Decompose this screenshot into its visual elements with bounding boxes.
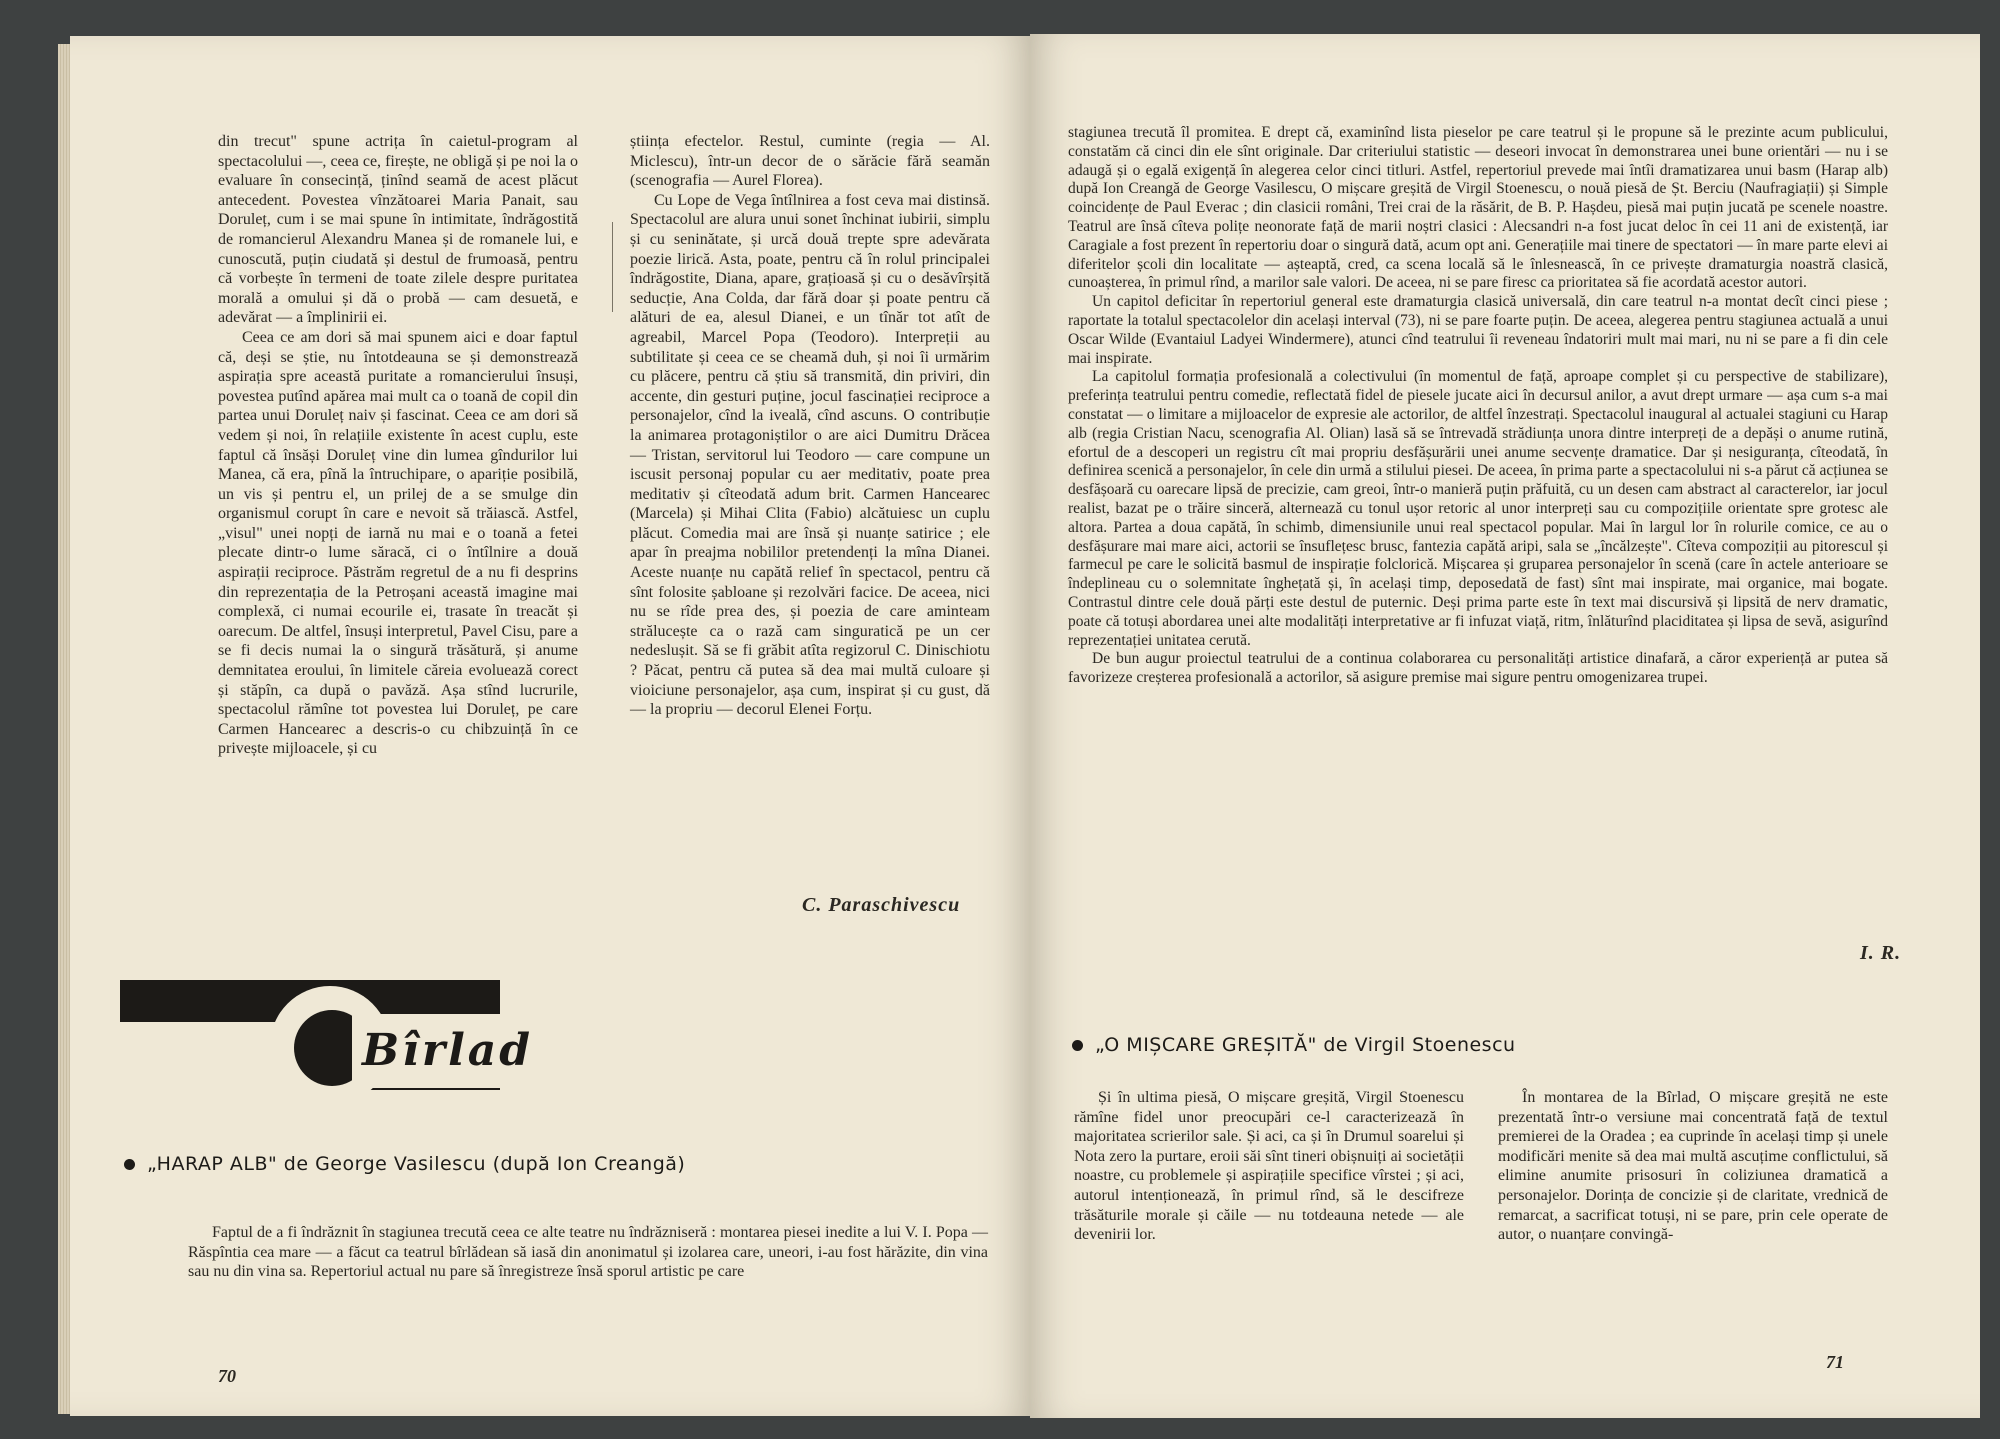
paragraph: Și în ultima piesă, O mișcare greșită, Virgil Stoenescu rămîne fidel unor preocupări ce-l caracterizează în majoritatea scrierilor sale. Și aci, ca și în Drumul soarelui și Nota zero la purtare, eroii săi sînt tineri obișnuiți ai societății noastre, cu problemele și aspirațiile specifice vîrstei ; și aci, autorul intenționează, în primul rînd, să le descifreze trăsăturile morale și căile — nu totdeauna netede — ale devenirii lor. — [1074, 1089, 1464, 1244]
section-heading-text: „HARAP ALB" de George Vasilescu (după Ion Creangă) — [147, 1153, 686, 1175]
page-number: 70 — [218, 1366, 236, 1386]
city-banner — [120, 980, 534, 1090]
left-column-1 — [218, 132, 578, 759]
paragraph: din trecut" spune actrița în caietul-program al spectacolului —, ceea ce, firește, ne obligă și pe noi la o evaluare în consecință, ținînd seamă de acest plăcut antecedent. Povestea vînzătoarei Maria Panait, sau Doruleț, cum i se mai spune în intimitate, îndrăgostită de romancierul Alexandru Manea și de romanele lui, e cunoscută, puțin ciudată și destul de frumoasă, pentru că vorbește în termeni de toate zilele despre puritatea morală a omului și dă o probă — cam desuetă, e adevărat — a împlinirii ei. — [218, 133, 578, 327]
author-signature: C. Paraschivescu — [802, 894, 961, 916]
left-column-2 — [630, 132, 990, 720]
left-page — [70, 36, 1030, 1416]
right-page — [1030, 34, 1980, 1418]
paragraph: Faptul de a fi îndrăznit în stagiunea trecută ceea ce alte teatre nu îndrăzniseră : montarea piesei inedite a lui V. I. Popa — Răspîntia cea mare — a făcut ca teatrul bîrlădean să iasă din anonimatul și izolarea care, uneori, i-au fost hărăzite, din vina sau nu din vina sa. Repertoriul actual nu pare să înregistreze însă sporul artistic pe care — [188, 1224, 988, 1281]
author-signature: I. R. — [1860, 942, 1902, 964]
right-column-b — [1498, 1088, 1888, 1245]
banner-title: Bîrlad — [352, 1014, 547, 1088]
paragraph: La capitolul formația profesională a colectivului (în momentul de față, aproape complet și cu perspective de stabilizare), preferința teatrului pentru comedie, reflectată fidel de piesele jucate aici în decursul anilor, a avut drept urmare — așa cum s-a mai constatat — o limitare a mijloacelor de expresie ale actorilor, de altfel înzestrați. Spectacolul inaugural al actualei stagiuni cu Harap alb (regia Cristian Nacu, scenografia Al. Olian) lasă să se întrevadă strădiunța unora dintre interpreți de a depăși o anume rutină, efortul de a descoperi un registru cît mai propriu desfășurării unei anume secvențe dramatice. Dar și nesiguranța, cîteodată, în definirea scenică a personajelor, în cele din urmă a stilului piesei. De aceea, în prima parte a spectacolului ni s-a părut că acțiunea se desfășoară cu oarecare lipsă de precizie, cam greoi, într-o manieră puțin prăfuită, cu un desen cam abstract al caracterelor, iar jocul realist, bazat pe o trăire sinceră, alternează cu tonul ușor retoric al unor interpreți sau cu compozițiile orientate spre grotesc ale altora. Partea a doua capătă, în schimb, dimensiunile unui real spectacol popular. Mai în largul lor în rolurile comice, ce au o desfășurare mai mare aici, actorii se însuflețesc brusc, fantezia capătă aripi, sala se „încălzește". Cîteva compoziții au pitorescul și farmecul pe care le solicită basmul de inspirație folclorică. Mișcarea și gruparea personajelor în scenă (care în actele anterioare se îndeplineau cu o solemnitate înghețată și, în același timp, deposedată de fast) sînt mai inspirate, mai organice, mai bogate. Contrastul dintre cele două părți este destul de puternic. Deși prima parte este în text mai discursivă și lipsită de nerv dramatic, poate că totuși abordarea unei alte modalități interpretative ar fi infuzat viață, ritm, înlăturînd placiditatea și lipsa de sevă, asigurînd reprezentației unitatea cerută. — [1068, 368, 1888, 649]
margin-pencil-mark — [612, 222, 613, 312]
paragraph: știința efectelor. Restul, cuminte (regia — Al. Miclescu), într-un decor de o sărăcie fără seamăn (scenografia — Aurel Florea). — [630, 133, 990, 190]
paragraph: Ceea ce am dori să mai spunem aici e doar faptul că, deși se știe, nu întotdeauna se și demonstrează aspirația spre această puritate a romancierului însuși, povestea putînd apărea mai mult ca o toană de copil din partea unui Doruleț naiv și fascinat. Ceea ce am dori să vedem și noi, în relațiile existente în acest cuplu, este faptul că însăși Doruleț vine din lumea gîndurilor lui Manea, că era, pînă la întruchipare, o apariție posibilă, un vis și pentru el, un prilej de a se smulge din organismul corupt în care e nevoit să trăiască. Astfel, „visul" unei nopți de iarnă nu mai e o toană a fetei plecate dintr-o lume săracă, ci o întîlnire a două aspirații reciproce. Păstrăm regretul de a nu fi desprins din reprezentația de la Petroșani această imagine mai complexă, ci numai ecourile ei, trasate în treacăt și oarecum. De altfel, însuși interpretul, Pavel Cisu, pare a se fi decis numai la o singură trăsătură, și anume demnitatea eroului, în limitele căreia evoluează corect și stăpîn, ca după o pavăză. Așa stînd lucrurile, spectacolul rămîne tot povestea lui Doruleț, pe care Carmen Hancearec a descris-o cu chibzuință în ce privește mijloacele, și cu — [218, 328, 578, 758]
paragraph: În montarea de la Bîrlad, O mișcare greșită ne este prezentată într-o versiune mai concentrată față de textul premierei de la Oradea ; ea cuprinde în același timp și unele modificări menite să dea mai multă ascuțime conflictului, să elimine anumite prisosuri în coliziunea dramatică a personajelor. Dorința de concizie și de claritate, vrednică de remarcat, a sacrificat totuși, ni se pare, prin cele operate de autor, o nuanțare convingă- — [1498, 1089, 1888, 1244]
section-heading-text: „O MIȘCARE GREȘITĂ" de Virgil Stoenescu — [1095, 1034, 1516, 1056]
paragraph: stagiunea trecută îl promitea. E drept că, examinînd lista pieselor pe care teatrul și le propune să le prezinte acum publicului, constatăm că cinci din ele sînt originale. Dar criteriului statistic — deseori invocat în demonstrarea unei bune orientări — nu i se adaugă și o egală exigență în alegerea celor cinci titluri. Astfel, repertoriul prevede mai întîi dramatizarea unui basm (Harap alb) după Ion Creangă de George Vasilescu, O mișcare greșită de Virgil Stoenescu, o nouă piesă de Șt. Berciu (Naufragiații) și Simple coincidențe de Paul Everac ; din clasicii români, Trei crai de la răsărit, de B. P. Hașdeu, piesă mai puțin jucată pe scenele noastre. Teatrul are însă cîteva polițe neonorate față de marii noștri clasici : Alecsandri n-a fost jucat deloc în cei 11 ani de existență, iar Caragiale a fost prezent în repertoriu doar o singură dată, acum opt ani. Generațiile mai tinere de spectatori — în mare parte elevi ai diferitelor școli din localitate — așteaptă, cred, ca scena locală să le înlesnească, în ce privește dramaturgia noastră clasică, cunoașterea, în primul rînd, a marilor sale valori. De aceea, ni se pare firesc ca prioritatea să fie acordată acestor autori. — [1068, 124, 1888, 292]
bullet-icon — [124, 1159, 135, 1170]
paragraph: Cu Lope de Vega întîlnirea a fost ceva mai distinsă. Spectacolul are alura unui sonet închinat iubirii, simplu și cu seninătate, și urcă două trepte spre adevărata poezie lirică. Asta, poate, pentru că în rolul principalei îndrăgostite, Diana, apare, grațioasă și cu o desăvîrșită seducție, Ana Colda, dar fără doar și poate pentru că alături de ea, alesul Dianei, e un tînăr tot atît de agreabil, Marcel Popa (Teodoro). Interpreții au subtilitate și ceea ce se cheamă duh, și noi îi urmărim cu plăcere, pentru că știu să transmită, din priviri, din accente, din gesturi puține, jocul fascinației reciproce a personajelor, cînd la iveală, cînd ascuns. O contribuție la animarea protagoniștilor o are aici Dumitru Drăcea — Tristan, servitorul lui Teodoro — care compune un iscusit personaj popular cu aer meditativ, poate prea meditativ și cîteodată adum brit. Carmen Hancearec (Marcela) și Mihai Clita (Fabio) alcătuiesc un cuplu plăcut. Comedia mai are însă și nuanțe satirice ; ele apar în preajma nobililor pretendenți la mîna Dianei. Aceste nuanțe nu capătă relief în spectacol, pentru că sînt folosite șabloane și rezolvări facice. De aceea, nici nu se rîde prea des, și poezia de care aminteam strălucește ca o rază cam singuratică pe un cer nedeslușit. Să se fi grăbit atîta regizorul C. Dinischiotu ? Păcat, pentru că putea să dea mai multă culoare și vioiciune personajelor, așa cum, inspirat și cu gust, dă — la propriu — decorul Elenei Forțu. — [630, 191, 990, 719]
section-heading — [1072, 1034, 1516, 1056]
paragraph: Un capitol deficitar în repertoriul general este dramaturgia clasică universală, din care teatrul n-a montat decît cinci piese ; raportate la totalul spectacolelor din același interval (73), ni se pare foarte puțin. De aceea, alegerea pentru stagiunea actuală a unui Oscar Wilde (Evantaiul Ladyei Windermere), atunci cînd teatrului îi reveneau îndatoriri mult mai mari, nu ni se pare a fi din cele mai inspirate. — [1068, 293, 1888, 367]
right-main-text — [1068, 124, 1888, 688]
right-column-a — [1074, 1088, 1464, 1245]
section-intro — [188, 1223, 988, 1282]
page-number: 71 — [1826, 1352, 1844, 1372]
section-heading — [124, 1153, 685, 1175]
bullet-icon — [1072, 1040, 1083, 1051]
paragraph: De bun augur proiectul teatrului de a continua colaborarea cu personalități artistice dinafară, a căror experiență ar putea să favorizeze creșterea profesională a actorilor, să asigure premise mai sigure pentru omogenizarea trupei. — [1068, 650, 1888, 687]
